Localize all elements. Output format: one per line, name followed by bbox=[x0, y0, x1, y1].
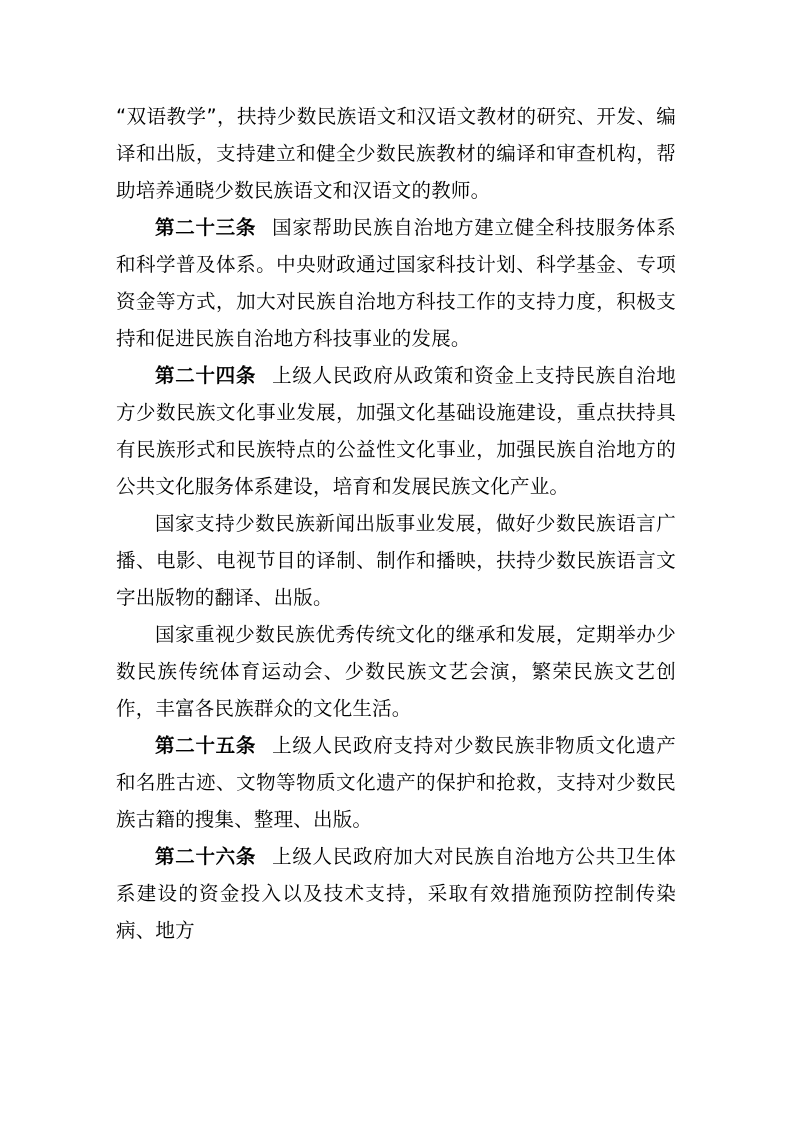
paragraph-text: 国家帮助民族自治地方建立健全科技服务体系和科学普及体系。中央财政通过国家科技计划、科学基金、专项资金等方式，加大对民族自治地方科技工作的支持力度，积极支持和促进民族自治地方科技事业的发展。 bbox=[116, 216, 676, 350]
article-24-clause-2 bbox=[116, 505, 676, 616]
article-24 bbox=[116, 357, 676, 505]
paragraph-text: 国家支持少数民族新闻出版事业发展，做好少数民族语言广播、电影、电视节目的译制、制作和播映，扶持少数民族语言文字出版物的翻译、出版。 bbox=[116, 512, 676, 609]
paragraph-text: 上级人民政府加大对民族自治地方公共卫生体系建设的资金投入以及技术支持，采取有效措施预防控制传染病、地方 bbox=[116, 845, 676, 942]
article-25 bbox=[116, 727, 676, 838]
paragraph-text: 上级人民政府支持对少数民族非物质文化遗产和名胜古迹、文物等物质文化遗产的保护和抢救，支持对少数民族古籍的搜集、整理、出版。 bbox=[116, 734, 676, 831]
paragraph-text: 国家重视少数民族优秀传统文化的继承和发展，定期举办少数民族传统体育运动会、少数民族文艺会演，繁荣民族文艺创作，丰富各民族群众的文化生活。 bbox=[116, 623, 676, 720]
paragraph-text: 上级人民政府从政策和资金上支持民族自治地方少数民族文化事业发展，加强文化基础设施建设，重点扶持具有民族形式和民族特点的公益性文化事业，加强民族自治地方的公共文化服务体系建设，培育和发展民族文化产业。 bbox=[116, 364, 676, 498]
paragraph-continuation bbox=[116, 98, 676, 209]
article-number: 第二十六条 bbox=[155, 845, 257, 868]
article-26 bbox=[116, 838, 676, 949]
document-body bbox=[116, 98, 676, 949]
article-number: 第二十五条 bbox=[155, 734, 257, 757]
article-number: 第二十三条 bbox=[155, 216, 257, 239]
article-24-clause-3 bbox=[116, 616, 676, 727]
article-number: 第二十四条 bbox=[155, 364, 257, 387]
article-23 bbox=[116, 209, 676, 357]
paragraph-text: “双语教学”，扶持少数民族语文和汉语文教材的研究、开发、编译和出版，支持建立和健全少数民族教材的编译和审查机构，帮助培养通晓少数民族语文和汉语文的教师。 bbox=[116, 105, 676, 202]
